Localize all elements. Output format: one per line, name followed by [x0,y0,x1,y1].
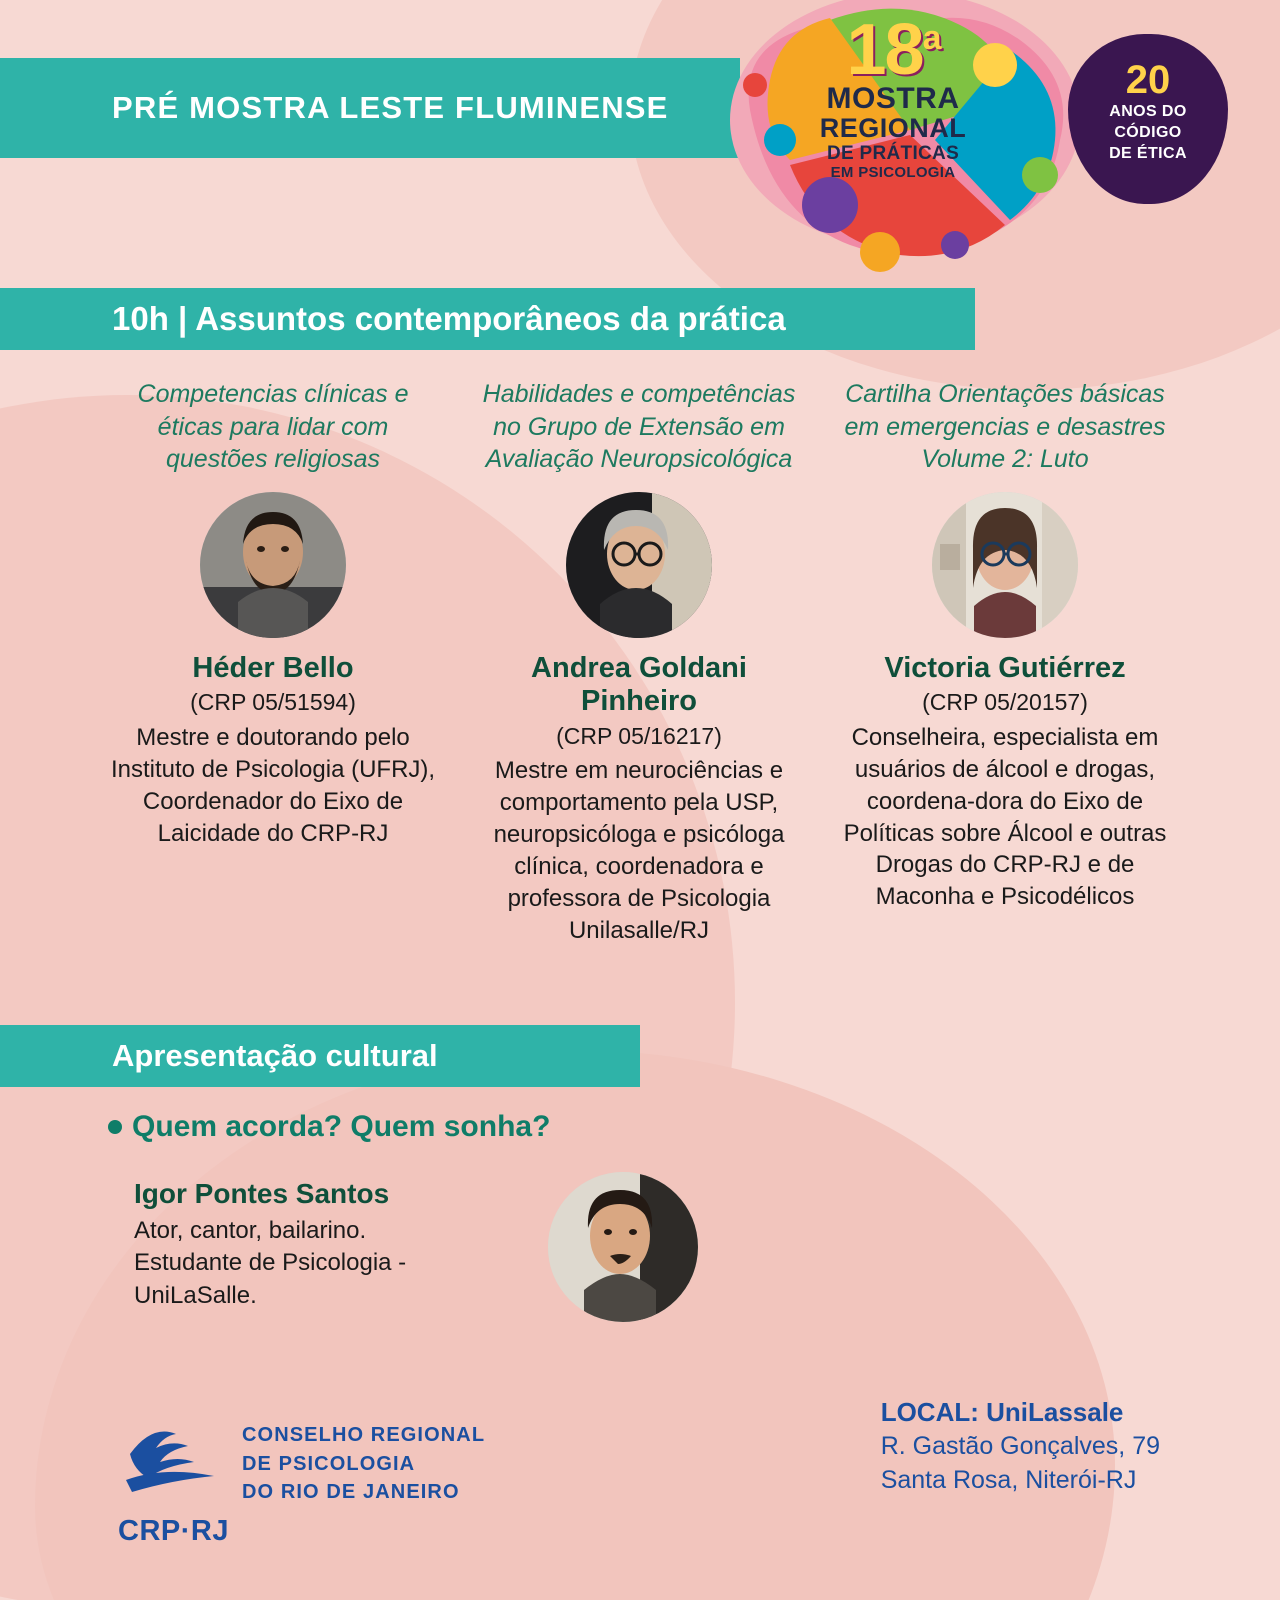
avatar [566,492,712,638]
speaker-crp: (CRP 05/51594) [190,689,356,716]
speaker-card [456,378,822,947]
avatar [200,492,346,638]
crp-name-line3: DO RIO DE JANEIRO [242,1481,460,1504]
crp-name [242,1421,485,1506]
crp-name-line1: CONSELHO REGIONAL [242,1424,486,1447]
header-band [0,58,740,158]
event-logo [700,0,1240,290]
anniversary-line1: ANOS DO [1109,103,1187,120]
portrait-igor-pontes-santos-icon [548,1172,698,1322]
avatar [548,1172,698,1322]
crp-mark-icon [118,1418,229,1547]
performer-name: Igor Pontes Santos [134,1178,390,1209]
cultural-label: Apresentação cultural [112,1038,438,1073]
speaker-card [90,378,456,947]
venue-name: LOCAL: UniLassale [880,1397,1124,1427]
venue-address-line2: Santa Rosa, Niterói-RJ [880,1465,1137,1494]
page-title: PRÉ MOSTRA LESTE FLUMINENSE [112,90,669,125]
anniversary-line2: CÓDIGO [1114,123,1182,141]
avatar [932,492,1078,638]
cultural-headline-row [108,1110,808,1144]
speaker-name: Héder Bello [192,652,354,684]
event-logo-line3: DE PRÁTICAS [826,142,960,164]
talk-title: Cartilha Orientações básicas em emergencias e desastres Volume 2: Luto [844,380,1166,473]
schedule-label: 10h | Assuntos contemporâneos da prática [112,300,786,337]
bullet-icon [108,1120,122,1134]
anniversary-line3: DE ÉTICA [1109,144,1187,162]
speaker-name: Victoria Gutiérrez [884,652,1126,684]
event-edition-number: 18$^a$ [846,10,940,90]
venue-address-line1: R. Gastão Gonçalves, 79 [880,1432,1160,1461]
cultural-headline: Quem acorda? Quem sonha? [132,1110,551,1143]
venue-block [881,1395,1160,1498]
cultural-section [108,1110,808,1312]
speaker-crp: (CRP 05/20157) [922,689,1088,716]
speaker-crp: (CRP 05/16217) [556,722,722,749]
crp-bird-book-icon [118,1418,226,1510]
speakers-row [90,378,1190,947]
speaker-bio: Conselheira, especialista em usuários de álcool e drogas, coordena-dora do Eixo de Políticas sobre Álcool e outras Drogas do CRP-RJ e de Maconha e Psicodélicos [843,723,1167,911]
event-logo-line2: REGIONAL [819,112,967,143]
speaker-bio: Mestre e doutorando pelo Instituto de Psicologia (UFRJ), Coordenador do Eixo de Laicidade do CRP-RJ [110,723,436,847]
speaker-card [822,378,1188,947]
portrait-victoria-gutierrez-icon [932,492,1078,638]
event-logo-line1: MOSTRA [826,82,960,116]
speaker-bio: Mestre em neurociências e comportamento pela USP, neuropsicóloga e psicóloga clínica, coordenadora e professora de Psicologia Unilasalle/RJ [493,757,785,944]
portrait-heder-bello-icon [200,492,346,638]
event-logo-line4: EM PSICOLOGIA [830,164,956,182]
talk-title: Habilidades e competências no Grupo de Extensão em Avaliação Neuropsicológica [482,380,796,473]
anniversary-badge [1068,34,1228,204]
crp-mark-text: CRP·RJ [118,1515,229,1547]
performer-bio: Ator, cantor, bailarino. Estudante de Psicologia - UniLaSalle. [134,1217,407,1309]
cultural-section-bar [0,1025,640,1087]
speaker-name: Andrea Goldani Pinheiro [531,652,747,718]
schedule-section-bar [0,288,975,350]
anniversary-number: 20 [1125,58,1171,102]
portrait-andrea-goldani-pinheiro-icon [566,492,712,638]
talk-title: Competencias clínicas e éticas para lidar com questões religiosas [137,380,409,473]
crp-name-line2: DE PSICOLOGIA [242,1452,416,1475]
crp-logo [118,1418,486,1547]
event-logo-text [778,10,1008,182]
